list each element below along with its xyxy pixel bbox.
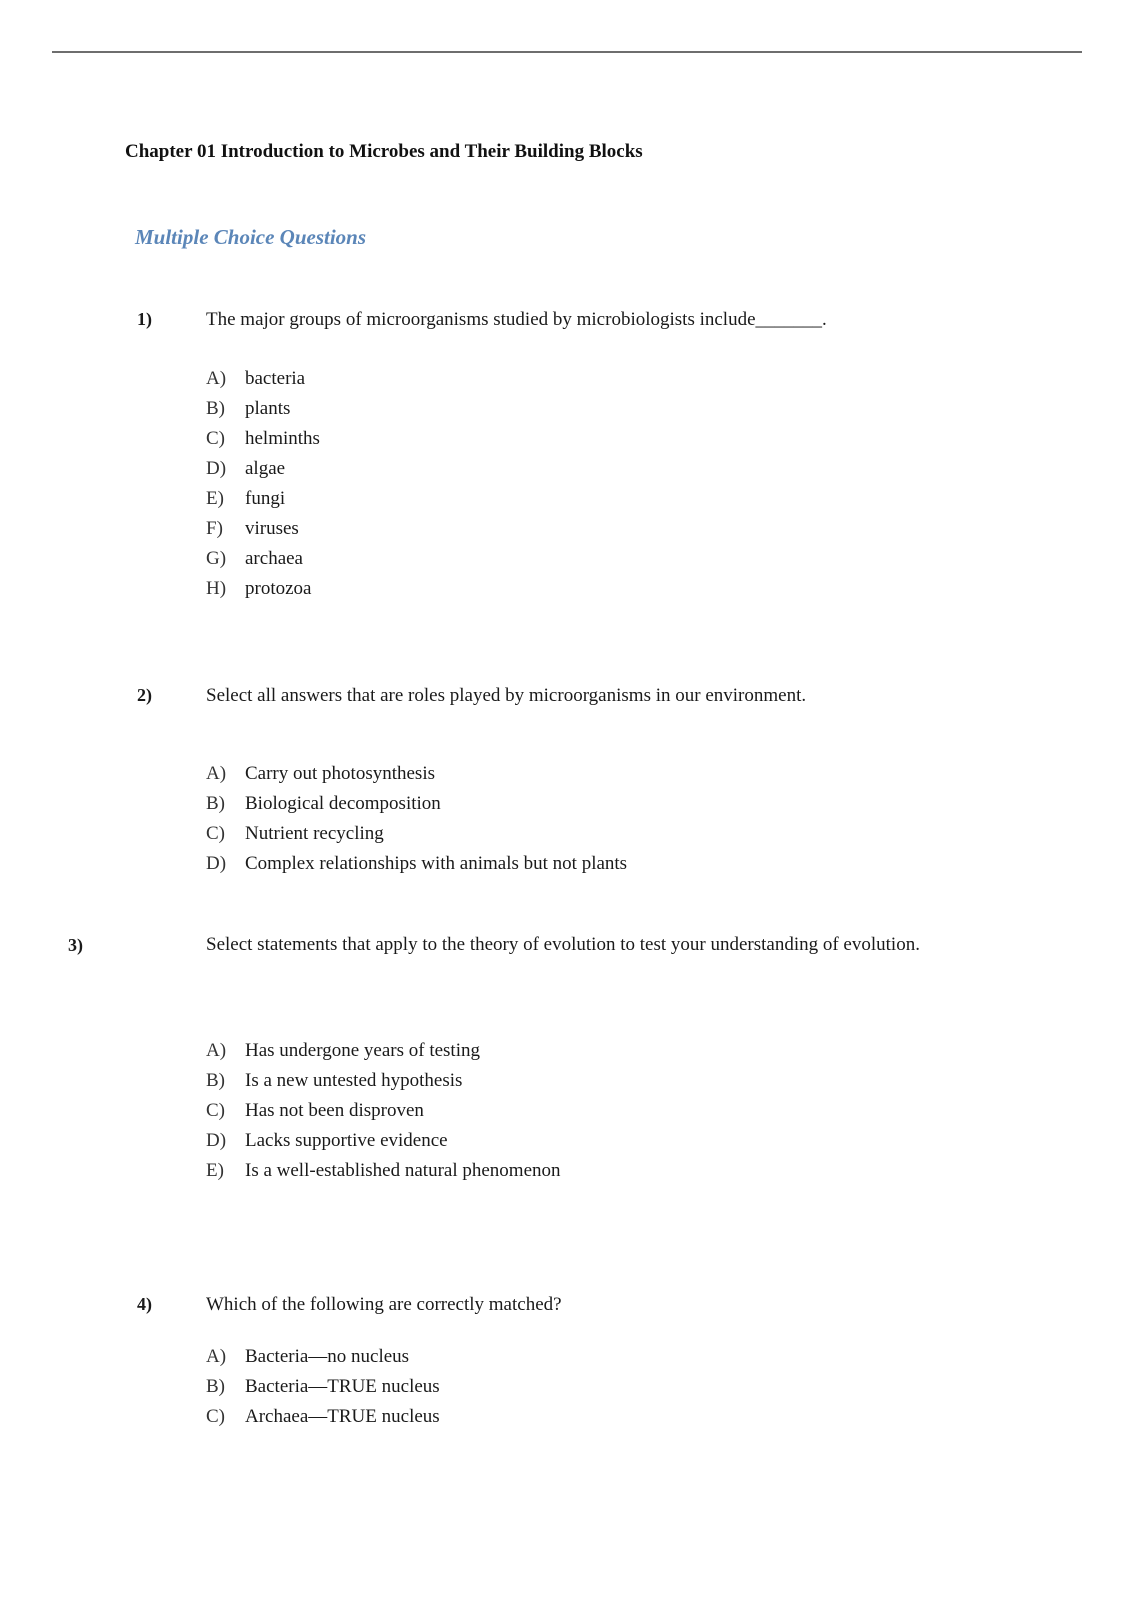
option-d[interactable] bbox=[206, 849, 627, 879]
option-letter: H) bbox=[206, 578, 227, 599]
option-a[interactable] bbox=[206, 364, 320, 394]
option-letter: A) bbox=[206, 1040, 227, 1061]
option-g[interactable] bbox=[206, 544, 320, 574]
question-number: 3) bbox=[68, 935, 83, 955]
options-list bbox=[206, 759, 627, 879]
question-number: 4) bbox=[137, 1294, 152, 1314]
option-letter: G) bbox=[206, 548, 227, 569]
option-text: plants bbox=[245, 398, 291, 419]
option-b[interactable] bbox=[206, 789, 627, 819]
section-title: Multiple Choice Questions bbox=[135, 225, 367, 249]
option-text: Bacteria—no nucleus bbox=[245, 1346, 410, 1367]
option-text: Bacteria—TRUE nucleus bbox=[245, 1376, 440, 1397]
question-stem bbox=[68, 930, 977, 960]
option-c[interactable] bbox=[206, 424, 320, 454]
option-b[interactable] bbox=[206, 1372, 440, 1402]
options-list bbox=[206, 1342, 440, 1432]
option-text: Has undergone years of testing bbox=[245, 1040, 480, 1061]
option-text: Has not been disproven bbox=[245, 1100, 424, 1121]
option-b[interactable] bbox=[206, 1066, 561, 1096]
option-letter: B) bbox=[206, 1376, 225, 1397]
question-number: 2) bbox=[137, 685, 152, 705]
option-f[interactable] bbox=[206, 514, 320, 544]
option-e[interactable] bbox=[206, 484, 320, 514]
question-text: Which of the following are correctly matched? bbox=[206, 1294, 562, 1315]
option-letter: E) bbox=[206, 1160, 224, 1181]
option-letter: B) bbox=[206, 398, 225, 419]
option-text: Biological decomposition bbox=[245, 793, 441, 814]
question-text: Select statements that apply to the theory of evolution to test your understanding of evolution. bbox=[206, 934, 920, 955]
option-letter: B) bbox=[206, 793, 225, 814]
option-a[interactable] bbox=[206, 1036, 561, 1066]
option-text: Complex relationships with animals but not plants bbox=[245, 853, 628, 874]
option-letter: D) bbox=[206, 458, 227, 479]
option-d[interactable] bbox=[206, 1126, 561, 1156]
question-number: 1) bbox=[137, 309, 152, 329]
option-c[interactable] bbox=[206, 1402, 440, 1432]
option-h[interactable] bbox=[206, 574, 320, 604]
option-d[interactable] bbox=[206, 454, 320, 484]
option-c[interactable] bbox=[206, 1096, 561, 1126]
option-letter: D) bbox=[206, 853, 227, 874]
option-letter: C) bbox=[206, 1406, 225, 1427]
option-letter: A) bbox=[206, 368, 227, 389]
option-text: bacteria bbox=[245, 368, 306, 389]
option-text: archaea bbox=[245, 548, 303, 569]
option-text: Lacks supportive evidence bbox=[245, 1130, 448, 1151]
option-b[interactable] bbox=[206, 394, 320, 424]
option-text: protozoa bbox=[245, 578, 312, 599]
option-letter: E) bbox=[206, 488, 224, 509]
options-list bbox=[206, 364, 320, 604]
option-c[interactable] bbox=[206, 819, 627, 849]
question-text: Select all answers that are roles played by microorganisms in our environment. bbox=[206, 685, 807, 706]
question-text: The major groups of microorganisms studied by microbiologists include_______. bbox=[206, 309, 827, 330]
chapter-title: Chapter 01 Introduction to Microbes and Their Building Blocks bbox=[125, 141, 643, 162]
option-a[interactable] bbox=[206, 1342, 440, 1372]
option-text: Is a new untested hypothesis bbox=[245, 1070, 463, 1091]
option-text: helminths bbox=[245, 428, 320, 449]
option-text: fungi bbox=[245, 488, 286, 509]
option-text: Nutrient recycling bbox=[245, 823, 384, 844]
option-letter: C) bbox=[206, 428, 225, 449]
option-text: viruses bbox=[245, 518, 299, 539]
option-a[interactable] bbox=[206, 759, 627, 789]
option-letter: D) bbox=[206, 1130, 227, 1151]
options-list bbox=[206, 1036, 561, 1186]
option-letter: C) bbox=[206, 823, 225, 844]
option-letter: C) bbox=[206, 1100, 225, 1121]
option-text: Carry out photosynthesis bbox=[245, 763, 435, 784]
option-letter: F) bbox=[206, 518, 223, 539]
option-text: algae bbox=[245, 458, 286, 479]
option-e[interactable] bbox=[206, 1156, 561, 1186]
option-text: Is a well-established natural phenomenon bbox=[245, 1160, 561, 1181]
option-letter: A) bbox=[206, 763, 227, 784]
option-letter: A) bbox=[206, 1346, 227, 1367]
option-letter: B) bbox=[206, 1070, 225, 1091]
option-text: Archaea—TRUE nucleus bbox=[245, 1406, 440, 1427]
header-divider bbox=[52, 51, 1082, 53]
